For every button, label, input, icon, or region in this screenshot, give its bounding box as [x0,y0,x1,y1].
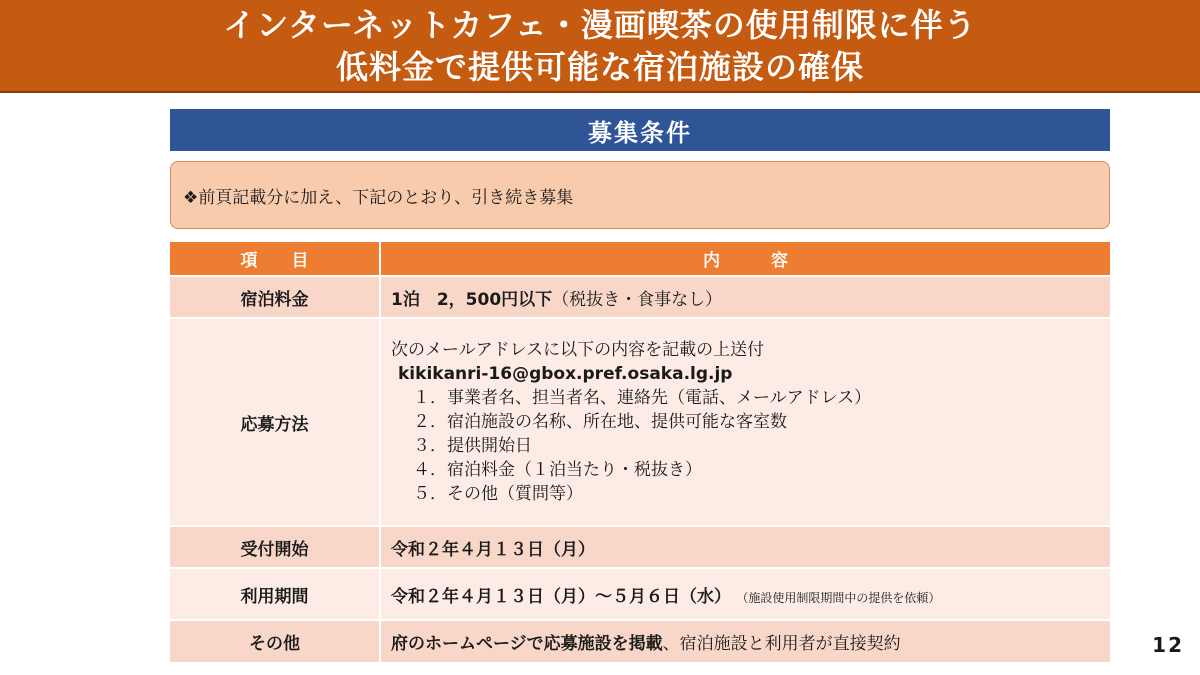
fee-label: 宿泊料金 [170,276,380,318]
table-row-start [170,526,1110,568]
table-row-method [170,318,1110,526]
other-label: その他 [170,620,380,662]
fee-value-note: （税抜き・食事なし） [552,289,723,310]
header-content: 内 容 [380,242,1110,276]
other-value [380,620,1110,662]
method-email: kikikanri-16@gbox.pref.osaka.lg.jp [398,364,733,384]
method-item-5: ５．その他（質問等） [413,484,583,504]
fee-value [380,276,1110,318]
table-row-period [170,568,1110,620]
period-value-note: （施設使用制限期間中の提供を依頼） [736,590,941,605]
conditions-table [170,242,1110,662]
start-label: 受付開始 [170,526,380,568]
method-item-3: ３．提供開始日 [413,436,532,456]
other-value-note: 、宿泊施設と利用者が直接契約 [662,634,901,654]
slide-title-line-2: 低料金で提供可能な宿泊施設の確保 [335,47,864,86]
table-row-fee [170,276,1110,318]
note-box [170,161,1110,229]
slide-title [0,0,1200,93]
other-value-main: 府のホームページで応募施設を掲載 [391,634,663,654]
page-number: 12 [1152,633,1184,657]
method-item-2: ２．宿泊施設の名称、所在地、提供可能な客室数 [413,412,787,432]
slide-title-line-1: インターネットカフェ・漫画喫茶の使用制限に伴う [223,5,977,44]
period-label: 利用期間 [170,568,380,620]
header-item: 項 目 [170,242,380,276]
method-value [380,318,1110,526]
fee-value-main: 1泊 2，500円以下 [391,289,553,310]
table-row-other [170,620,1110,662]
section-header: 募集条件 [170,109,1110,151]
start-value: 令和２年４月１３日（月） [380,526,1110,568]
method-item-1: １．事業者名、担当者名、連絡先（電話、メールアドレス） [413,388,872,408]
method-label: 応募方法 [170,318,380,526]
period-value-main: 令和２年４月１３日（月）～５月６日（水） [391,586,731,607]
note-text: ❖前頁記載分に加え、下記のとおり、引き続き募集 [183,187,574,208]
method-intro: 次のメールアドレスに以下の内容を記載の上送付 [391,340,765,360]
table-header-row [170,242,1110,276]
period-value [380,568,1110,620]
method-item-4: ４．宿泊料金（１泊当たり・税抜き） [413,460,702,480]
